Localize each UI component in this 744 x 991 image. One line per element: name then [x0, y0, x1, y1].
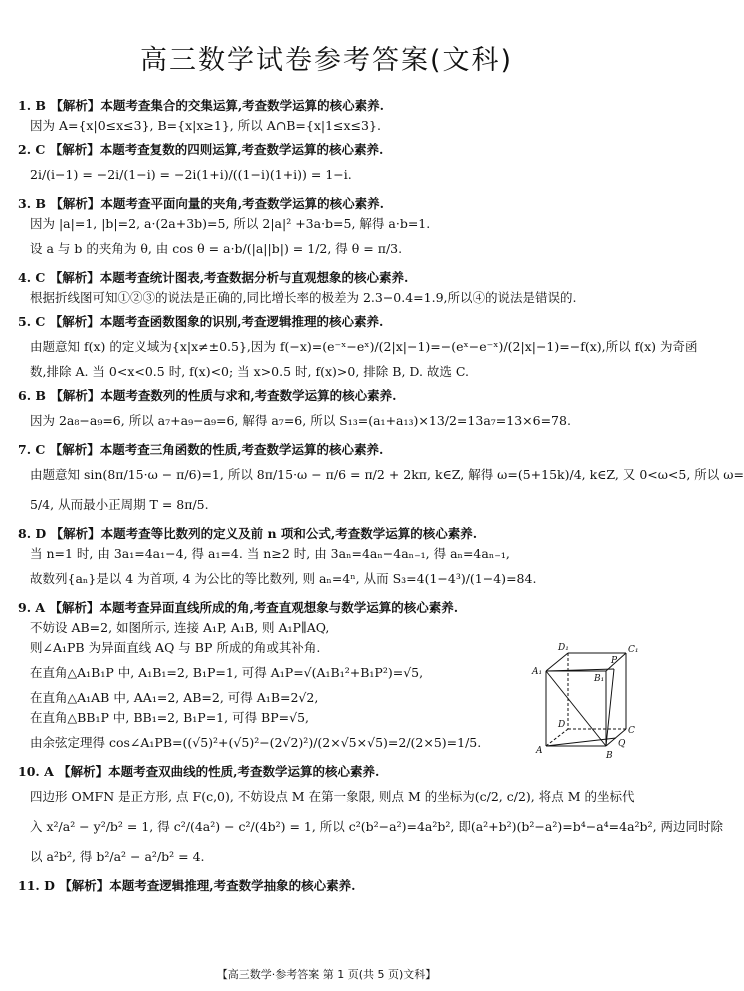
- answer-line: 5/4, 从而最小正周期 T = 8π/5.: [30, 497, 209, 512]
- answer-header: 10. A 【解析】本题考查双曲线的性质,考查数学运算的核心素养.: [18, 764, 380, 779]
- answer-item: [18, 876, 638, 896]
- answer-header: 5. C 【解析】本题考查函数图象的识别,考查逻辑推理的核心素养.: [18, 314, 384, 329]
- answer-line: 2i/(i−1) = −2i/(1−i) = −2i(1+i)/((1−i)(1+i)) = 1−i.: [30, 167, 352, 182]
- answer-line: 根据折线图可知①②③的说法是正确的,同比增长率的极差为 2.3−0.4=1.9,所以④的说法是错误的.: [30, 290, 577, 305]
- edge: [546, 653, 568, 671]
- answer-item: [18, 268, 638, 308]
- answer-line: 在直角△A₁B₁P 中, A₁B₁=2, B₁P=1, 可得 A₁P=√(A₁B₁²+B₁P²)=√5,: [30, 665, 424, 680]
- label-a: A: [536, 746, 543, 756]
- answer-line: 由题意知 f(x) 的定义域为{x|x≠±0.5},因为 f(−x)=(e⁻ˣ−eˣ)/(2|x|−1)=−(eˣ−e⁻ˣ)/(2|x|−1)=−f(x),所以 f(x) 为奇函: [30, 339, 698, 354]
- answer-line: 因为 |a|=1, |b|=2, a·(2a+3b)=5, 所以 2|a|² +3a·b=5, 解得 a·b=1.: [30, 216, 431, 231]
- page-footer: 【高三数学·参考答案 第 1 页(共 5 页)文科】: [216, 968, 437, 981]
- answer-header: 11. D 【解析】本题考查逻辑推理,考查数学抽象的核心素养.: [18, 878, 356, 893]
- answer-line: 入 x²/a² − y²/b² = 1, 得 c²/(4a²) − c²/(4b²) = 1, 所以 c²(b²−a²)=4a²b², 即(a²+b²)(b²−a²)=b⁴−a⁴=4a²b², 两边同时除: [30, 819, 724, 834]
- answer-line: 当 n=1 时, 由 3a₁=4a₁−4, 得 a₁=4. 当 n≥2 时, 由 3aₙ=4aₙ−4aₙ₋₁, 得 aₙ=4aₙ₋₁,: [30, 546, 510, 561]
- answer-header: 1. B 【解析】本题考查集合的交集运算,考查数学运算的核心素养.: [18, 98, 385, 113]
- label-b1: B₁: [594, 674, 605, 684]
- label-q: Q: [618, 739, 626, 749]
- answer-line: 数,排除 A. 当 0<x<0.5 时, f(x)<0; 当 x>0.5 时, f(x)>0, 排除 B, D. 故选 C.: [30, 364, 469, 379]
- answer-line: 设 a 与 b 的夹角为 θ, 由 cos θ = a·b/(|a||b|) = 1/2, 得 θ = π/3.: [30, 241, 403, 256]
- answer-header: 4. C 【解析】本题考查统计图表,考查数据分析与直观想象的核心素养.: [18, 270, 409, 285]
- answer-item: [18, 386, 638, 436]
- answer-line: 因为 A={x|0≤x≤3}, B={x|x≥1}, 所以 A∩B={x|1≤x≤3}.: [30, 118, 381, 133]
- answer-line: 由余弦定理得 cos∠A₁PB=((√5)²+(√5)²−(2√2)²)/(2×√5×√5)=2/(2×5)=1/5.: [30, 735, 482, 750]
- answer-header: 7. C 【解析】本题考查三角函数的性质,考查数学运算的核心素养.: [18, 442, 384, 457]
- cube-figure: [528, 641, 643, 761]
- answer-list: [18, 96, 744, 900]
- answer-header: 3. B 【解析】本题考查平面向量的夹角,考查数学运算的核心素养.: [18, 196, 385, 211]
- label-a1: A₁: [532, 667, 543, 677]
- page-title: 高三数学试卷参考答案(文科): [139, 45, 514, 76]
- answer-line: 在直角△A₁AB 中, AA₁=2, AB=2, 可得 A₁B=2√2,: [30, 690, 319, 705]
- answer-header: 9. A 【解析】本题考查异面直线所成的角,考查直观想象与数学运算的核心素养.: [18, 600, 459, 615]
- label-b: B: [606, 751, 613, 761]
- answer-line: 因为 2a₈−a₉=6, 所以 a₇+a₉−a₉=6, 解得 a₇=6, 所以 S₁₃=(a₁+a₁₃)×13/2=13a₇=13×6=78.: [30, 413, 571, 428]
- label-d: D: [558, 720, 566, 730]
- answer-item: [18, 524, 638, 594]
- answer-line: 以 a²b², 得 b²/a² − a²/b² = 4.: [30, 849, 205, 864]
- answer-line: 四边形 OMFN 是正方形, 点 F(c,0), 不妨设点 M 在第一象限, 则点 M 的坐标为(c/2, c/2), 将点 M 的坐标代: [30, 789, 635, 804]
- answer-header: 6. B 【解析】本题考查数列的性质与求和,考查数学运算的核心素养.: [18, 388, 397, 403]
- answer-line: 故数列{aₙ}是以 4 为首项, 4 为公比的等比数列, 则 aₙ=4ⁿ, 从而 S₃=4(1−4³)/(1−4)=84.: [30, 571, 537, 586]
- label-d1: D₁: [558, 643, 569, 653]
- answer-line: 由题意知 sin(8π/15·ω − π/6)=1, 所以 8π/15·ω − π/6 = π/2 + 2kπ, k∈Z, 解得 ω=(5+15k)/4, k∈Z, 又 0<ω<5, 所以 ω=: [30, 467, 744, 482]
- answer-item: [18, 312, 698, 382]
- answer-item: [18, 140, 638, 190]
- answer-line: 则∠A₁PB 为异面直线 AQ 与 BP 所成的角或其补角.: [30, 640, 321, 655]
- label-p: P: [611, 656, 618, 666]
- answer-item: [18, 440, 744, 520]
- answer-line: 不妨设 AB=2, 如图所示, 连接 A₁P, A₁B, 则 A₁P∥AQ,: [30, 620, 330, 635]
- answer-item: [18, 96, 638, 136]
- answer-header: 8. D 【解析】本题考查等比数列的定义及前 n 项和公式,考查数学运算的核心素养.: [18, 526, 478, 541]
- segment-pb: [606, 669, 614, 746]
- answer-item: [18, 194, 638, 264]
- label-c1: C₁: [628, 645, 639, 655]
- answer-item: [18, 762, 724, 872]
- label-c: C: [628, 726, 635, 736]
- answer-line: 在直角△BB₁P 中, BB₁=2, B₁P=1, 可得 BP=√5,: [30, 710, 309, 725]
- answer-header: 2. C 【解析】本题考查复数的四则运算,考查数学运算的核心素养.: [18, 142, 384, 157]
